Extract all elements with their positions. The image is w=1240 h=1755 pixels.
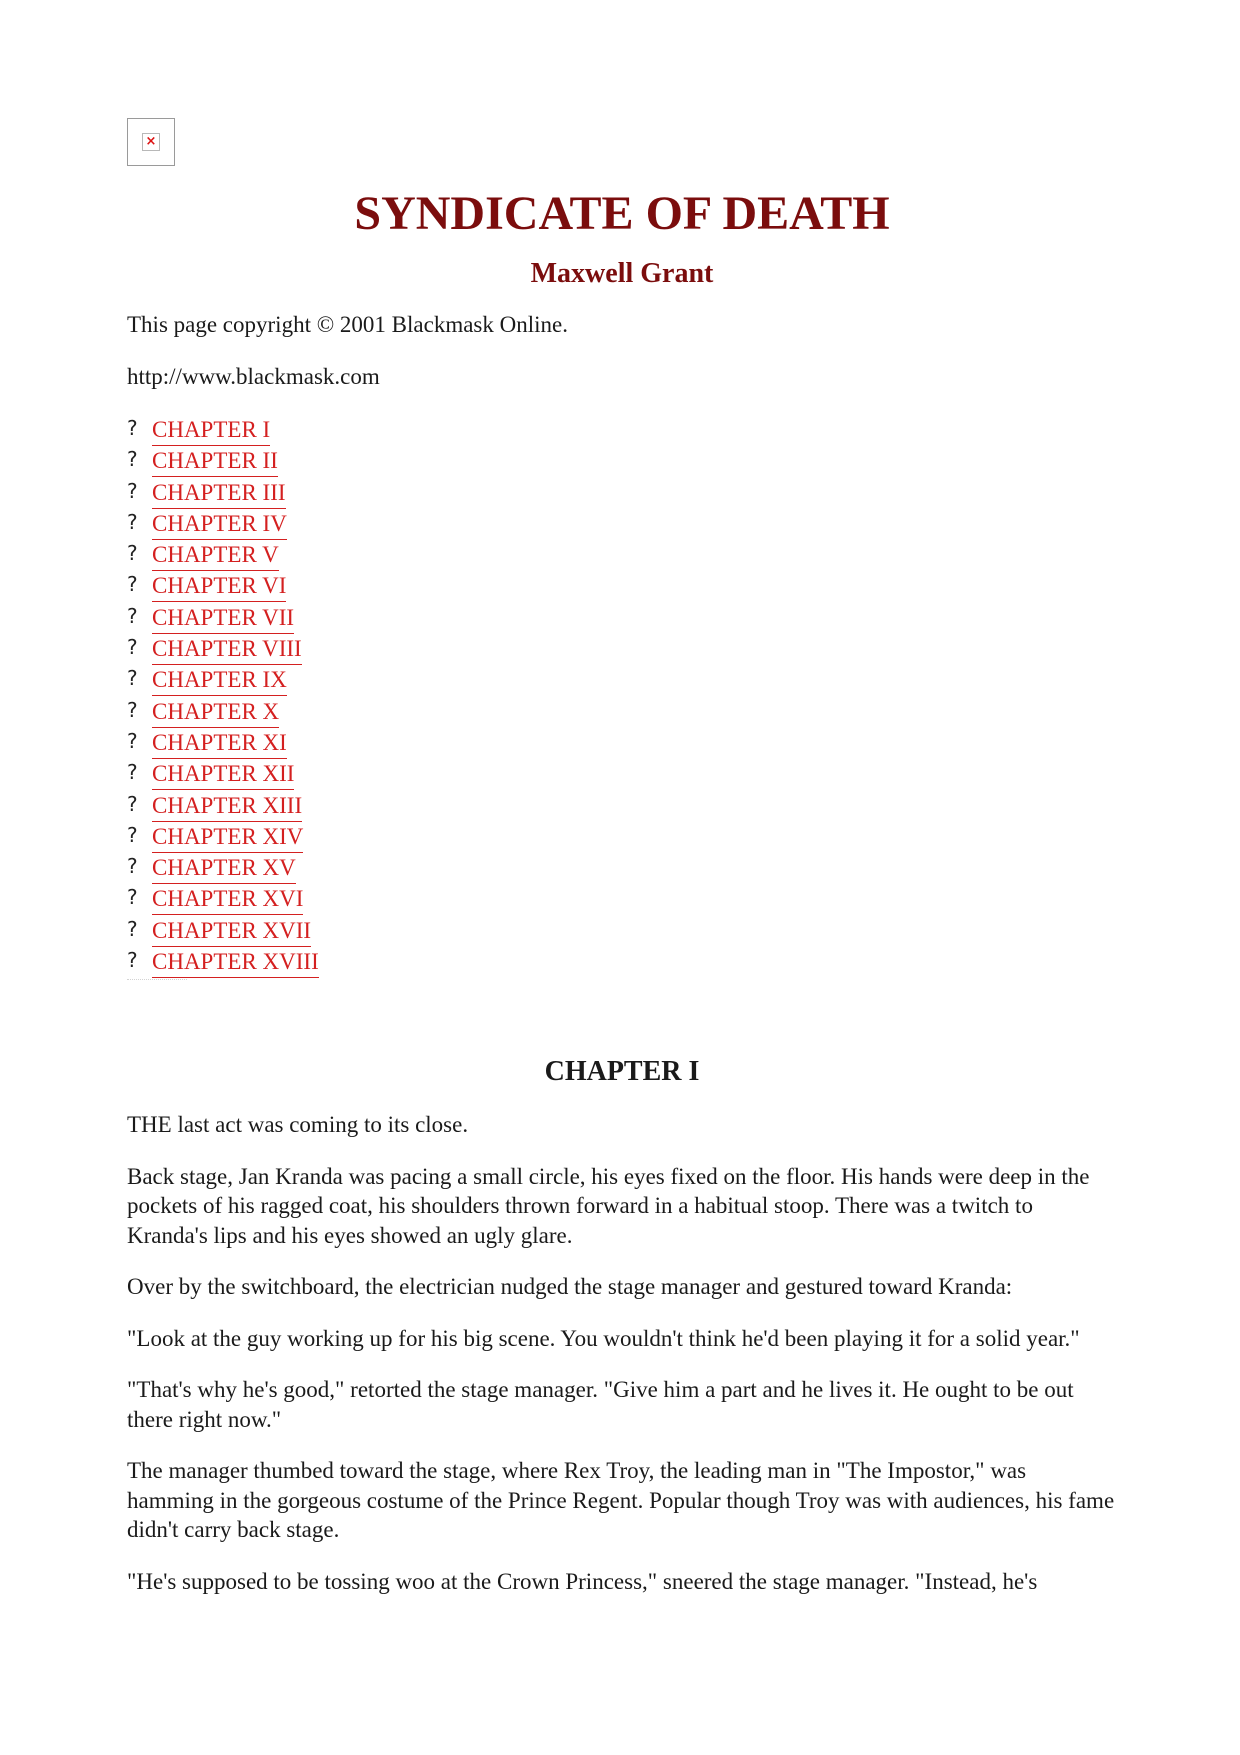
toc-item — [127, 666, 1117, 697]
toc-link-chapter-17[interactable]: CHAPTER XVII — [152, 917, 311, 947]
toc-item — [127, 510, 1117, 541]
toc-link-chapter-18[interactable]: CHAPTER XVIII — [152, 948, 319, 978]
toc-link-chapter-16[interactable]: CHAPTER XVI — [152, 885, 303, 915]
broken-image-icon — [127, 118, 175, 166]
toc-item — [127, 635, 1117, 666]
bullet-icon: ? — [127, 541, 138, 566]
bullet-icon: ? — [127, 697, 138, 722]
toc-item — [127, 917, 1117, 948]
toc-link-chapter-4[interactable]: CHAPTER IV — [152, 510, 287, 540]
book-author: Maxwell Grant — [530, 258, 714, 289]
toc-link-chapter-14[interactable]: CHAPTER XIV — [152, 823, 303, 853]
bullet-icon: ? — [127, 791, 138, 816]
bullet-icon: ? — [127, 760, 138, 785]
bullet-icon: ? — [127, 447, 138, 472]
toc-item — [127, 760, 1117, 791]
paragraph: Back stage, Jan Kranda was pacing a small circle, his eyes fixed on the floor. His hands were deep in the pockets of his ragged coat, his shoulders thrown forward in a habitual stoop. There was a twitch to Kranda's lips and his eyes showed an ugly glare. — [127, 1163, 1090, 1248]
bullet-icon: ? — [127, 728, 138, 753]
bullet-icon: ? — [127, 854, 138, 879]
document-page — [127, 118, 1117, 1618]
bullet-icon: ? — [127, 666, 138, 691]
toc-item — [127, 479, 1117, 510]
broken-image-x-icon: × — [142, 133, 160, 151]
bullet-icon: ? — [127, 478, 138, 503]
chapter-body — [127, 1110, 1117, 1596]
paragraph: THE last act was coming to its close. — [127, 1112, 469, 1138]
toc-link-chapter-3[interactable]: CHAPTER III — [152, 479, 286, 509]
bullet-icon: ? — [127, 916, 138, 941]
table-of-contents — [127, 416, 1117, 979]
paragraph: "He's supposed to be tossing woo at the Crown Princess," sneered the stage manager. "Instead, he's — [127, 1568, 1038, 1594]
bullet-icon: ? — [127, 509, 138, 534]
toc-link-chapter-6[interactable]: CHAPTER VI — [152, 572, 286, 602]
toc-item — [127, 823, 1117, 854]
toc-item — [127, 854, 1117, 885]
toc-item — [127, 948, 1117, 979]
paragraph: Over by the switchboard, the electrician nudged the stage manager and gestured toward Kranda: — [127, 1274, 1013, 1300]
toc-item — [127, 792, 1117, 823]
toc-link-chapter-2[interactable]: CHAPTER II — [152, 447, 278, 477]
toc-item — [127, 447, 1117, 478]
toc-link-chapter-15[interactable]: CHAPTER XV — [152, 854, 296, 884]
paragraph: The manager thumbed toward the stage, where Rex Troy, the leading man in "The Impostor," was hamming in the gorgeous costume of the Prince Regent. Popular though Troy was with audiences, his fame didn't carry back stage. — [127, 1458, 1115, 1543]
toc-item — [127, 885, 1117, 916]
bullet-icon: ? — [127, 572, 138, 597]
bullet-icon: ? — [127, 822, 138, 847]
bullet-icon: ? — [127, 635, 138, 660]
bullet-icon: ? — [127, 603, 138, 628]
toc-item — [127, 416, 1117, 447]
toc-link-chapter-7[interactable]: CHAPTER VII — [152, 604, 294, 634]
paragraph: "Look at the guy working up for his big scene. You wouldn't think he'd been playing it for a solid year." — [127, 1325, 1080, 1351]
toc-link-chapter-11[interactable]: CHAPTER XI — [152, 729, 287, 759]
toc-link-chapter-12[interactable]: CHAPTER XII — [152, 760, 294, 790]
toc-item — [127, 541, 1117, 572]
paragraph: "That's why he's good," retorted the stage manager. "Give him a part and he lives it. He ought to be out there right now." — [127, 1377, 1074, 1432]
toc-item — [127, 698, 1117, 729]
toc-link-chapter-9[interactable]: CHAPTER IX — [152, 666, 287, 696]
toc-link-chapter-13[interactable]: CHAPTER XIII — [152, 792, 302, 822]
bullet-icon: ? — [127, 885, 138, 910]
bullet-icon: ? — [127, 948, 138, 973]
toc-link-chapter-1[interactable]: CHAPTER I — [152, 416, 270, 446]
toc-item — [127, 729, 1117, 760]
toc-item — [127, 572, 1117, 603]
book-title: SYNDICATE OF DEATH — [354, 187, 890, 240]
chapter-heading: CHAPTER I — [544, 1056, 700, 1088]
toc-link-chapter-10[interactable]: CHAPTER X — [152, 698, 279, 728]
toc-link-chapter-5[interactable]: CHAPTER V — [152, 541, 279, 571]
bullet-icon: ? — [127, 416, 138, 440]
toc-item — [127, 604, 1117, 635]
site-url: http://www.blackmask.com — [127, 364, 380, 389]
toc-link-chapter-8[interactable]: CHAPTER VIII — [152, 635, 302, 665]
toc-cutoff-divider — [127, 979, 187, 986]
copyright-notice: This page copyright © 2001 Blackmask Online. — [127, 312, 568, 337]
